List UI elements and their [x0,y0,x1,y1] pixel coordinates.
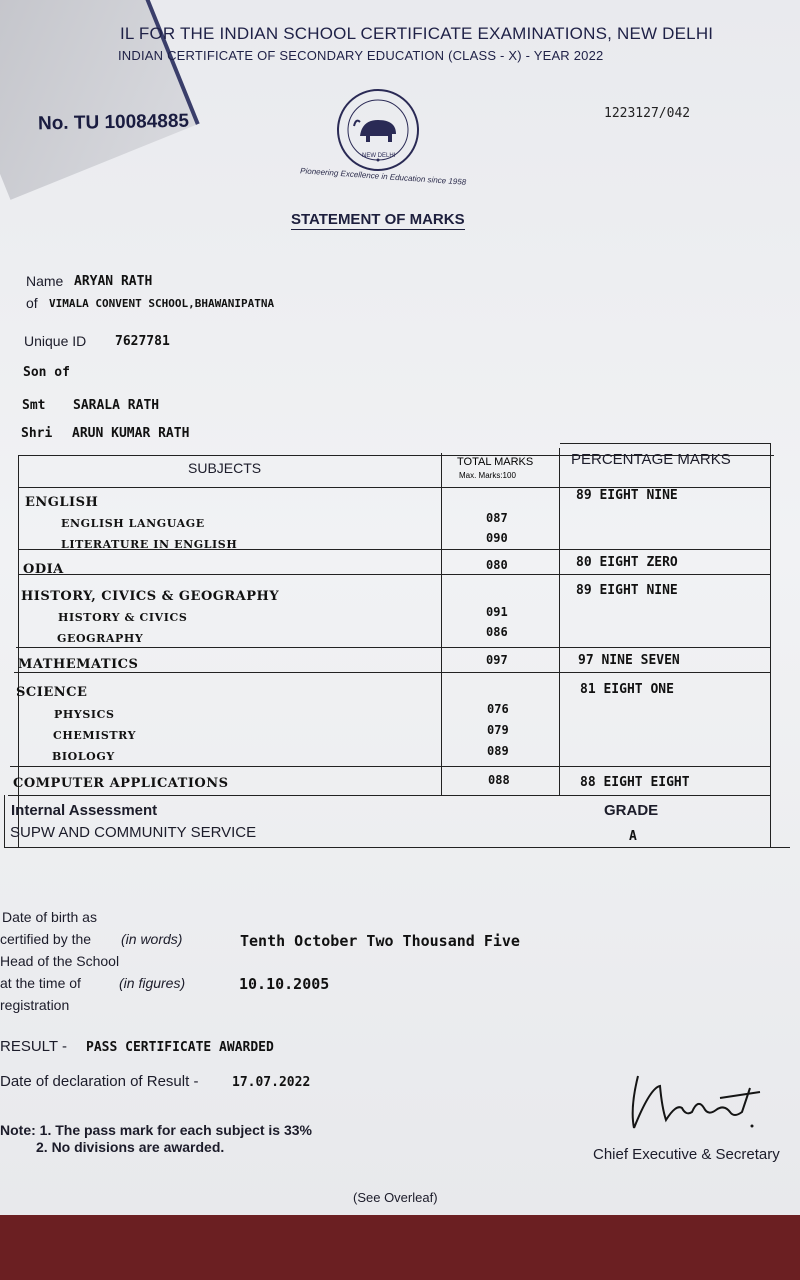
subject-physics: PHYSICS [54,708,115,721]
father-name: ARUN KUMAR RATH [72,426,190,441]
declaration-label: Date of declaration of Result - [0,1073,199,1090]
name-label: Name [26,273,64,289]
signature-icon [620,1068,770,1138]
son-of-label: Son of [23,365,70,380]
marks-english-language: 087 [486,511,508,525]
marks-physics: 076 [487,702,509,716]
dob-words-label: (in words) [121,931,183,947]
pct-english: 89 EIGHT NINE [576,488,678,503]
supw-label: SUPW AND COMMUNITY SERVICE [10,824,257,841]
council-motto: Pioneering Excellence in Education since 1958 [299,166,467,187]
col-total-max: Max. Marks:100 [459,471,516,480]
council-title: IL FOR THE INDIAN SCHOOL CERTIFICATE EXAMINATIONS, NEW DELHI [120,24,714,43]
declaration-date: 17.07.2022 [232,1075,311,1090]
pct-computer: 88 EIGHT EIGHT [580,775,690,790]
father-label: Shri [21,426,53,441]
marks-history-civics: 091 [486,605,508,619]
subject-odia: ODIA [23,562,64,577]
mother-label: Smt [22,398,46,413]
note-1: Note: 1. The pass mark for each subject is 33% [0,1122,313,1138]
seal-caption: NEW DELHI [362,153,396,159]
dob-in-figures: 10.10.2005 [239,975,330,993]
subject-mathematics: MATHEMATICS [18,657,139,672]
result-label: RESULT - [0,1038,67,1055]
of-label: of [26,295,38,311]
supw-grade: A [629,829,637,844]
marks-english-literature: 090 [486,531,508,545]
subject-science: SCIENCE [16,685,88,700]
internal-assessment: Internal Assessment [11,802,158,819]
pct-odia: 80 EIGHT ZERO [576,555,678,570]
council-seal-icon [326,86,430,174]
dob-line-2: certified by the [0,931,92,947]
dob-figures-label: (in figures) [119,975,186,991]
statement-title: STATEMENT OF MARKS [291,211,465,228]
unique-id: 7627781 [115,334,170,349]
subject-biology: BIOLOGY [52,750,115,763]
student-name: ARYAN RATH [74,274,153,289]
subject-hcg: HISTORY, CIVICS & GEOGRAPHY [21,589,280,604]
board-title: INDIAN CERTIFICATE OF SECONDARY EDUCATION (CLASS - X) - YEAR 2022 [118,48,604,63]
pct-mathematics: 97 NINE SEVEN [578,653,680,668]
pct-hcg: 89 EIGHT NINE [576,583,678,598]
note-2: 2. No divisions are awarded. [36,1139,225,1155]
pct-science: 81 EIGHT ONE [580,682,674,697]
see-overleaf: (See Overleaf) [353,1190,438,1205]
mother-name: SARALA RATH [73,398,160,413]
result-value: PASS CERTIFICATE AWARDED [86,1040,274,1055]
col-subjects: SUBJECTS [188,460,262,476]
dob-line-1: Date of birth as [2,909,97,925]
certificate-number: No. TU 10084885 [37,110,190,135]
marks-computer: 088 [488,773,510,787]
col-percentage: PERCENTAGE MARKS [571,451,731,468]
marks-geography: 086 [486,625,508,639]
marks-biology: 089 [487,744,509,758]
marks-chemistry: 079 [487,723,509,737]
school-name: VIMALA CONVENT SCHOOL,BHAWANIPATNA [49,297,275,310]
subject-geography: GEOGRAPHY [57,632,144,645]
col-total-marks: TOTAL MARKS [457,456,534,468]
grade-label: GRADE [604,802,659,819]
marks-mathematics: 097 [486,653,508,667]
dob-line-4: at the time of [0,975,81,991]
subject-english: ENGLISH [25,495,99,510]
subject-english-literature: LITERATURE IN ENGLISH [61,538,238,551]
dob-line-3: Head of the School [0,953,120,969]
subject-english-language: ENGLISH LANGUAGE [61,517,205,530]
marks-odia: 080 [486,558,508,572]
uid-label: Unique ID [24,333,87,349]
subject-computer: COMPUTER APPLICATIONS [13,776,229,791]
subject-chemistry: CHEMISTRY [53,729,137,742]
dob-line-5: registration [0,997,70,1013]
serial-number: 1223127/042 [604,106,691,121]
signatory-title: Chief Executive & Secretary [593,1146,780,1163]
subject-history-civics: HISTORY & CIVICS [58,611,188,624]
dob-in-words: Tenth October Two Thousand Five [240,932,520,950]
